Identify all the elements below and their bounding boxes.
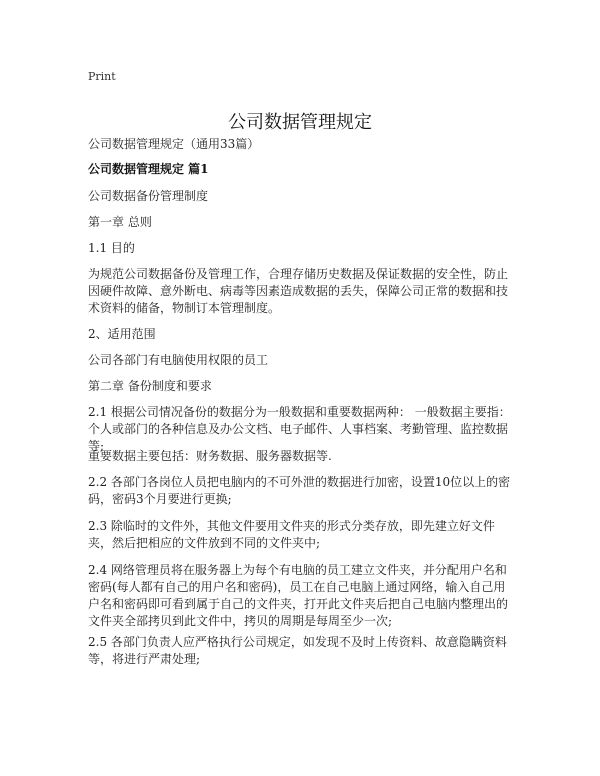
- paragraph-13: 2.5 各部门负责人应严格执行公司规定，如发现不及时上传资料、故意隐瞒资料等，将进行严肃处理;: [88, 635, 507, 666]
- page-title: 公司数据管理规定: [228, 112, 372, 134]
- paragraph-9: 重要数据主要包括：财务数据、服务器数据等.: [88, 449, 332, 463]
- paragraph-5: 2、适用范围: [88, 327, 156, 341]
- section-heading: 公司数据管理规定 篇1: [88, 162, 209, 176]
- paragraph-8: 2.1 根据公司情况备份的数据分为一般数据和重要数据两种： 一般数据主要指：个人或部门的各种信息及办公文档、电子邮件、人事档案、考勤管理、监控数据等;: [88, 405, 511, 453]
- paragraph-11: 2.3 除临时的文件外，其他文件要用文件夹的形式分类存放，即先建立好文件夹，然后把相应的文件放到不同的文件夹中;: [88, 519, 495, 550]
- paragraph-10: 2.2 各部门各岗位人员把电脑内的不可外泄的数据进行加密，设置10位以上的密码，密码3个月要进行更换;: [88, 475, 511, 506]
- paragraph-2: 第一章 总则: [88, 215, 152, 229]
- paragraph-6: 公司各部门有电脑使用权限的员工: [88, 353, 269, 367]
- print-link[interactable]: Print: [88, 70, 116, 83]
- paragraph-4: 为规范公司数据备份及管理工作，合理存储历史数据及保证数据的安全性，防止因硬件故障、意外断电、病毒等因素造成数据的丢失，保障公司正常的数据和技术资料的储备，物制订本管理制度。: [88, 267, 509, 315]
- paragraph-1: 公司数据备份管理制度: [88, 189, 209, 203]
- document-subtitle: 公司数据管理规定（通用33篇）: [88, 137, 260, 151]
- paragraph-12: 2.4 网络管理员将在服务器上为每个有电脑的员工建立文件夹，并分配用户名和密码(每人都有自己的用户名和密码)，员工在自己电脑上通过网络，输入自己用户名和密码即可看到属于自己的文件夹，打开此文件夹后把自己电脑内整理出的文件夹全部拷贝到此文件中，拷贝的周期是每周至少一次;: [88, 563, 509, 628]
- paragraph-7: 第二章 备份制度和要求: [88, 379, 212, 393]
- paragraph-3: 1.1 目的: [88, 241, 135, 255]
